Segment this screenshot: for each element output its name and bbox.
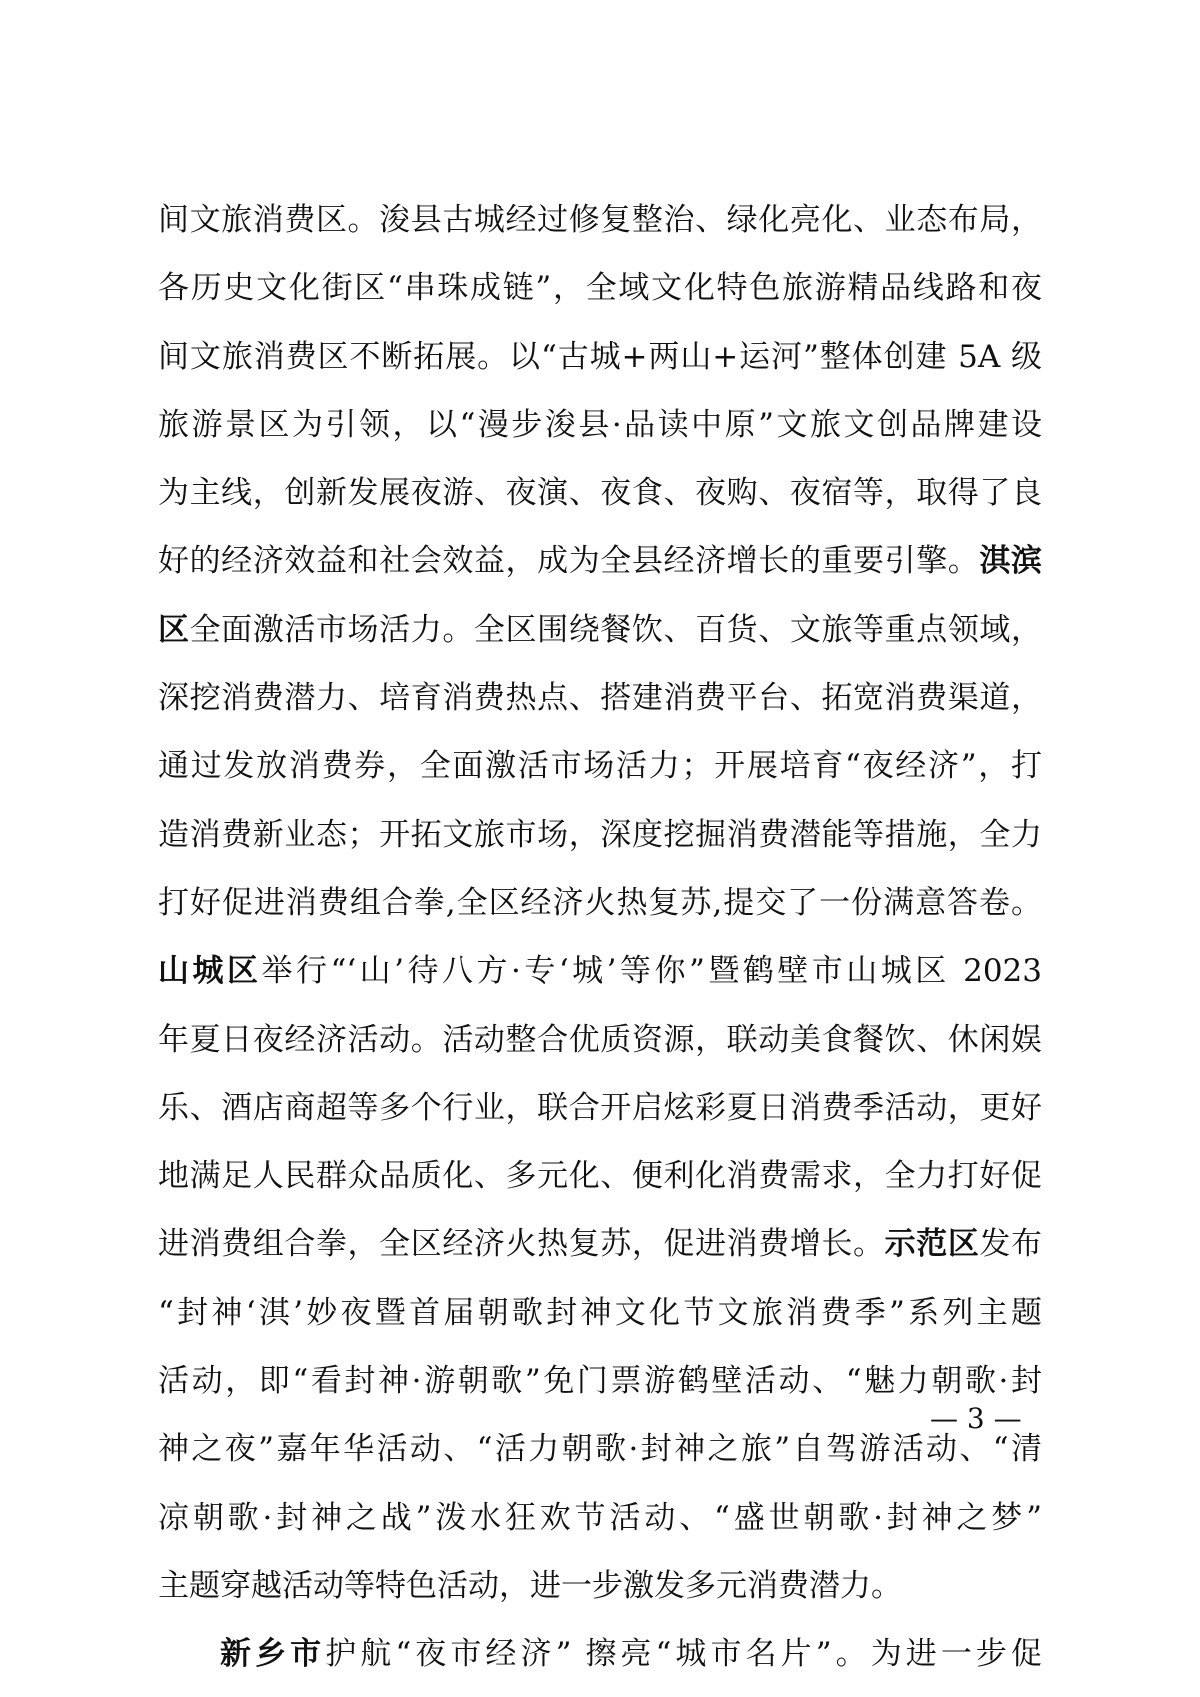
text-segment: 旅游景区为引领，以“漫步浚县·品读中原”文旅文创品牌建设 — [158, 406, 1042, 443]
text-line — [158, 1210, 1042, 1278]
bold-term: 淇滨 — [979, 543, 1042, 580]
text-segment: 护航“夜市经济” 擦亮“城市名片”。为进一步促 — [325, 1636, 1042, 1673]
text-line — [158, 1347, 1042, 1415]
text-line — [158, 1552, 1042, 1620]
text-segment: 活动，即“看封神·游朝歌”免门票游鹤壁活动、“魅力朝歌·封 — [158, 1363, 1042, 1400]
text-segment: 间文旅消费区不断拓展。以“古城+两山+运河”整体创建 5A 级 — [158, 338, 1042, 375]
text-segment: 间文旅消费区。浚县古城经过修复整治、绿化亮化、业态布局， — [158, 202, 1042, 238]
text-line — [158, 1279, 1042, 1347]
text-segment: 主题穿越活动等特色活动，进一步激发多元消费潜力。 — [158, 1567, 902, 1604]
text-line — [158, 596, 1042, 664]
text-line — [158, 1006, 1042, 1074]
text-segment: 神之夜”嘉年华活动、“活力朝歌·封神之旅”自驾游活动、“清 — [158, 1431, 1042, 1468]
bold-term: 新乡市 — [220, 1636, 326, 1673]
bold-term: 山城区 — [158, 953, 262, 990]
text-line — [158, 1142, 1042, 1210]
text-line — [158, 391, 1042, 459]
text-line — [158, 323, 1042, 391]
text-segment: 打好促进消费组合拳,全区经济火热复苏,提交了一份满意答卷。 — [158, 884, 1042, 921]
text-line — [158, 732, 1042, 800]
text-segment: 为主线，创新发展夜游、夜演、夜食、夜购、夜宿等，取得了良 — [158, 475, 1042, 512]
text-segment: 年夏日夜经济活动。活动整合优质资源，联动美食餐饮、休闲娱 — [158, 1021, 1042, 1058]
text-line — [158, 1484, 1042, 1552]
text-segment: 乐、酒店商超等多个行业，联合开启炫彩夏日消费季活动，更好 — [158, 1089, 1042, 1126]
document-body — [158, 186, 1042, 1689]
text-line — [158, 664, 1042, 732]
text-segment: “封神‘淇’妙夜暨首届朝歌封神文化节文旅消费季”系列主题 — [158, 1294, 1042, 1331]
text-line — [158, 254, 1042, 322]
bold-term: 区 — [158, 611, 190, 648]
text-line — [158, 459, 1042, 527]
text-segment: 深挖消费潜力、培育消费热点、搭建消费平台、拓宽消费渠道， — [158, 680, 1042, 717]
text-segment: 全面激活市场活力。全区围绕餐饮、百货、文旅等重点领域， — [189, 611, 1042, 648]
bold-term: 示范区 — [884, 1226, 980, 1263]
text-segment: 造消费新业态；开拓文旅市场，深度挖掘消费潜能等措施，全力 — [158, 816, 1042, 853]
text-segment: 地满足人民群众品质化、多元化、便利化消费需求，全力打好促 — [158, 1158, 1042, 1195]
text-segment: 发布 — [979, 1226, 1042, 1263]
text-line — [158, 1415, 1042, 1483]
text-segment: 凉朝歌·封神之战”泼水狂欢节活动、“盛世朝歌·封神之梦” — [158, 1499, 1042, 1536]
text-line — [158, 527, 1042, 595]
text-segment: 进消费组合拳，全区经济火热复苏，促进消费增长。 — [158, 1226, 885, 1263]
text-segment: 举行“‘山’待八方·专‘城’等你”暨鹤壁市山城区 2023 — [261, 953, 1042, 990]
text-segment: 好的经济效益和社会效益，成为全县经济增长的重要引擎。 — [158, 543, 980, 580]
text-line — [158, 801, 1042, 869]
text-line — [158, 937, 1042, 1005]
text-line — [158, 186, 1042, 254]
page-number: — 3 — — [930, 1402, 1022, 1435]
text-line — [158, 1620, 1042, 1688]
text-line — [158, 1074, 1042, 1142]
text-line — [158, 869, 1042, 937]
text-segment: 各历史文化街区“串珠成链”，全域文化特色旅游精品线路和夜 — [158, 270, 1042, 307]
text-segment: 通过发放消费券，全面激活市场活力；开展培育“夜经济”，打 — [158, 748, 1042, 785]
